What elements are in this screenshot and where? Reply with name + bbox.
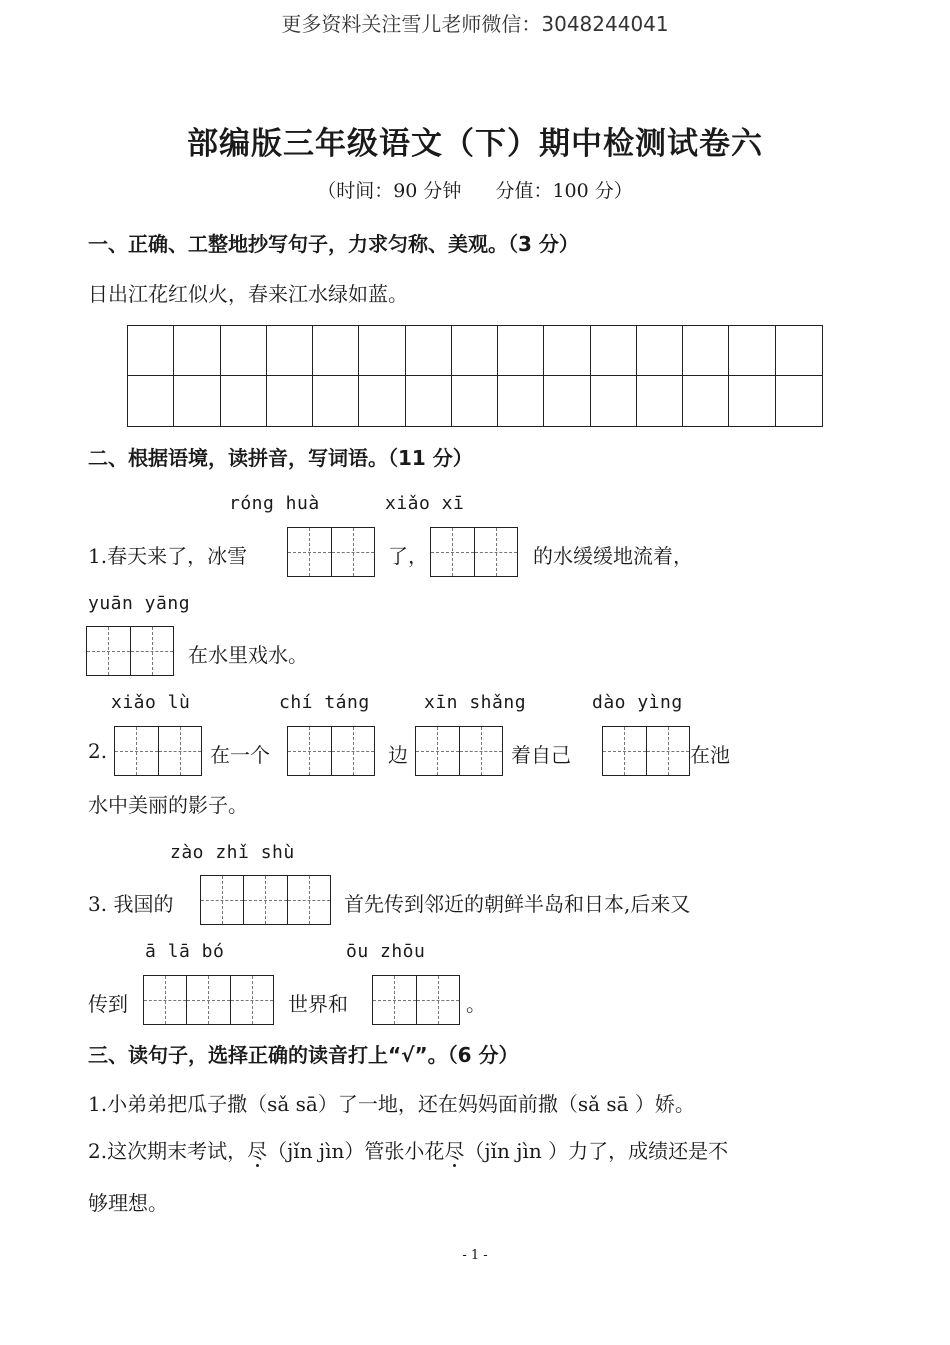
q2-text4: 在池	[690, 743, 730, 767]
page-number: - 1 -	[462, 1248, 488, 1263]
exam-title: 部编版三年级语文（下）期中检测试卷六	[187, 126, 763, 162]
answer-box-a-la-bo[interactable]	[143, 975, 274, 1025]
q3-prefix: 3. 我国的	[88, 892, 174, 916]
pinyin-xiao-xi: xiǎo xī	[385, 493, 465, 514]
q2-number: 2.	[88, 739, 108, 763]
q2-char-jin-1: 尽	[247, 1139, 268, 1163]
answer-box-chi-tang[interactable]	[287, 726, 375, 776]
exam-subtitle	[0, 176, 950, 203]
q2-part-d: （jǐn jìn ）力了，成绩还是不	[464, 1139, 729, 1163]
answer-box-ou-zhou[interactable]	[372, 975, 460, 1025]
answer-box-xin-shang[interactable]	[415, 726, 503, 776]
pinyin-ou-zhou: ōu zhōu	[346, 941, 426, 962]
pinyin-zao-zhi-shu: zào zhǐ shù	[170, 842, 295, 863]
copy-writing-grid[interactable]	[127, 325, 823, 427]
q2-text3: 着自己	[511, 743, 571, 767]
section1-heading: 一、正确、工整地抄写句子，力求匀称、美观。（3 分）	[88, 232, 579, 256]
exam-score: 分值：100 分）	[495, 180, 633, 202]
section2-heading: 二、根据语境，读拼音，写词语。（11 分）	[88, 446, 473, 470]
promo-header: 更多资料关注雪儿老师微信：3048244041	[281, 12, 669, 36]
q3-after: 首先传到邻近的朝鲜半岛和日本,后来又	[344, 892, 691, 916]
q3-line2-prefix: 传到	[88, 992, 128, 1016]
answer-box-zao-zhi-shu[interactable]	[200, 875, 331, 925]
q1-mid: 了，	[388, 544, 428, 568]
q1-after: 的水缓缓地流着，	[533, 544, 693, 568]
q2-line2: 水中美丽的影子。	[88, 793, 248, 817]
answer-box-yuan-yang[interactable]	[86, 626, 174, 676]
pinyin-rong-hua: róng huà	[229, 493, 320, 514]
q2-part-a: 2.这次期末考试，	[88, 1139, 248, 1163]
section1-sentence: 日出江花红似火，春来江水绿如蓝。	[88, 282, 408, 306]
pinyin-chi-tang: chí táng	[279, 692, 370, 713]
pinyin-xiao-lu: xiǎo lù	[111, 692, 191, 713]
pinyin-yuan-yang: yuān yāng	[88, 593, 191, 614]
answer-box-xiao-lu[interactable]	[114, 726, 202, 776]
q2-text1: 在一个	[210, 743, 270, 767]
section3-q2	[88, 1135, 728, 1164]
pinyin-a-la-bo: ā lā bó	[145, 941, 225, 962]
pinyin-xin-shang: xīn shǎng	[424, 692, 527, 713]
q1-prefix: 1.春天来了，冰雪	[88, 544, 248, 568]
q3-line2-mid: 世界和	[288, 992, 348, 1016]
section3-heading: 三、读句子，选择正确的读音打上“√”。（6 分）	[88, 1043, 519, 1067]
q2-char-jin-2: 尽	[444, 1139, 465, 1163]
q3-line2-end: 。	[466, 992, 486, 1016]
answer-box-rong-hua[interactable]	[287, 527, 375, 577]
answer-box-xiao-xi[interactable]	[430, 527, 518, 577]
exam-time: （时间：90 分钟	[317, 180, 462, 202]
answer-box-dao-ying[interactable]	[602, 726, 690, 776]
q2-part-b: （jǐn jìn）管张小花	[267, 1139, 445, 1163]
section3-q1: 1.小弟弟把瓜子撒（sǎ sā）了一地，还在妈妈面前撒（sǎ sā ）娇。	[88, 1092, 695, 1116]
pinyin-dao-ying: dào yìng	[592, 692, 683, 713]
section3-q2-line2: 够理想。	[88, 1191, 168, 1215]
q2-text2: 边	[388, 743, 408, 767]
q1-tail: 在水里戏水。	[188, 643, 308, 667]
